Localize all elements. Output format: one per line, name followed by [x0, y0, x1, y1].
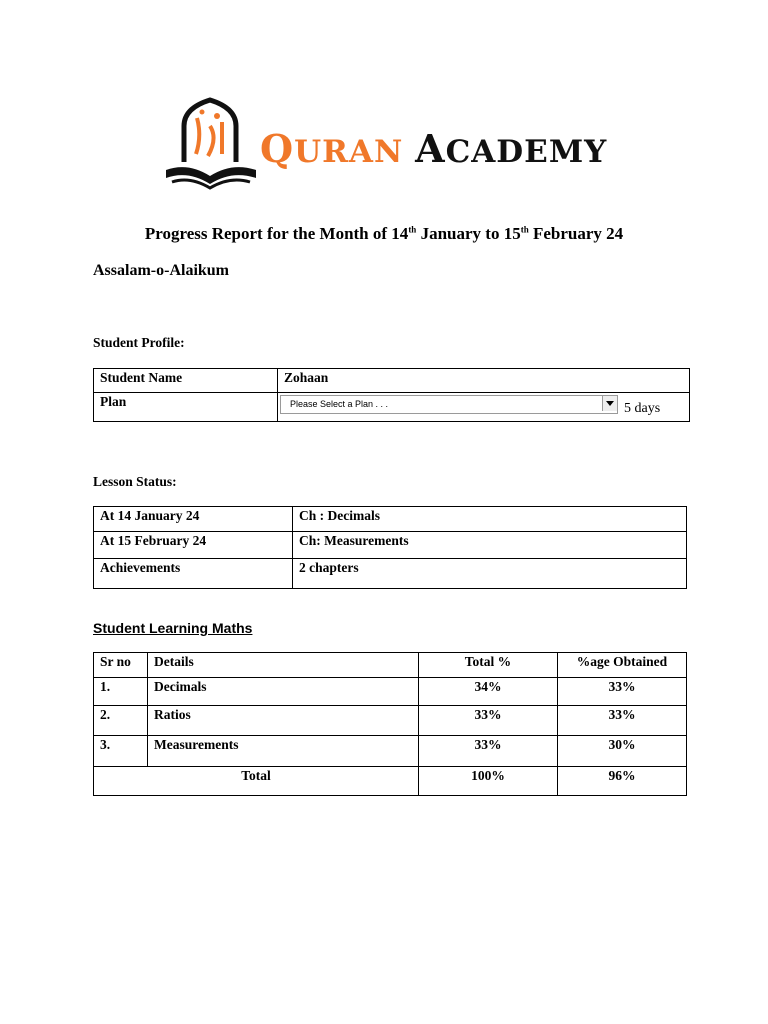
chevron-down-icon[interactable]	[602, 396, 617, 411]
obtained-cell: 33%	[558, 706, 687, 736]
header-obtained: %age Obtained	[558, 653, 687, 678]
header-details: Details	[148, 653, 419, 678]
total-obtained: 96%	[558, 767, 687, 796]
sr-cell: 1.	[94, 678, 148, 706]
table-header-row	[94, 653, 687, 678]
table-row	[94, 678, 687, 706]
detail-cell: Decimals	[148, 678, 419, 706]
lesson-row-label: At 14 January 24	[94, 507, 293, 532]
plan-days: 5 days	[624, 401, 661, 416]
student-profile-heading: Student Profile:	[93, 335, 185, 350]
student-name-label: Student Name	[94, 369, 278, 393]
quran-academy-logo	[162, 96, 622, 206]
lesson-row-label: Achievements	[94, 559, 293, 589]
sr-cell: 3.	[94, 736, 148, 767]
lesson-status-table	[93, 506, 687, 589]
student-learning-maths-heading: Student Learning Maths	[93, 620, 253, 636]
greeting: Assalam-o-Alaikum	[93, 262, 230, 279]
total-row	[94, 767, 687, 796]
report-title: Progress Report for the Month of 14th January to 15th February 24	[144, 224, 624, 243]
table-row	[94, 736, 687, 767]
detail-cell: Ratios	[148, 706, 419, 736]
lesson-status-heading: Lesson Status:	[93, 474, 177, 489]
total-cell: 33%	[419, 706, 558, 736]
lesson-row-value: Ch: Measurements	[293, 532, 687, 559]
total-label: Total	[94, 767, 419, 796]
plan-select[interactable]	[280, 395, 618, 414]
student-profile-table	[93, 368, 690, 422]
detail-cell: Measurements	[148, 736, 419, 767]
brand-name: QURAN ACADEMY	[260, 126, 608, 171]
mosque-book-logo-icon	[162, 96, 260, 200]
lesson-row-value: Ch : Decimals	[293, 507, 687, 532]
obtained-cell: 30%	[558, 736, 687, 767]
header-sr-no: Sr no	[94, 653, 148, 678]
table-row	[94, 706, 687, 736]
total-cell: 33%	[419, 736, 558, 767]
obtained-cell: 33%	[558, 678, 687, 706]
maths-table	[93, 652, 687, 796]
lesson-row-value: 2 chapters	[293, 559, 687, 589]
sr-cell: 2.	[94, 706, 148, 736]
plan-label: Plan	[94, 393, 278, 422]
plan-select-value: Please Select a Plan . . .	[290, 399, 389, 409]
total-total: 100%	[419, 767, 558, 796]
lesson-row-label: At 15 February 24	[94, 532, 293, 559]
header-total: Total %	[419, 653, 558, 678]
total-cell: 34%	[419, 678, 558, 706]
student-name-value: Zohaan	[278, 369, 690, 393]
